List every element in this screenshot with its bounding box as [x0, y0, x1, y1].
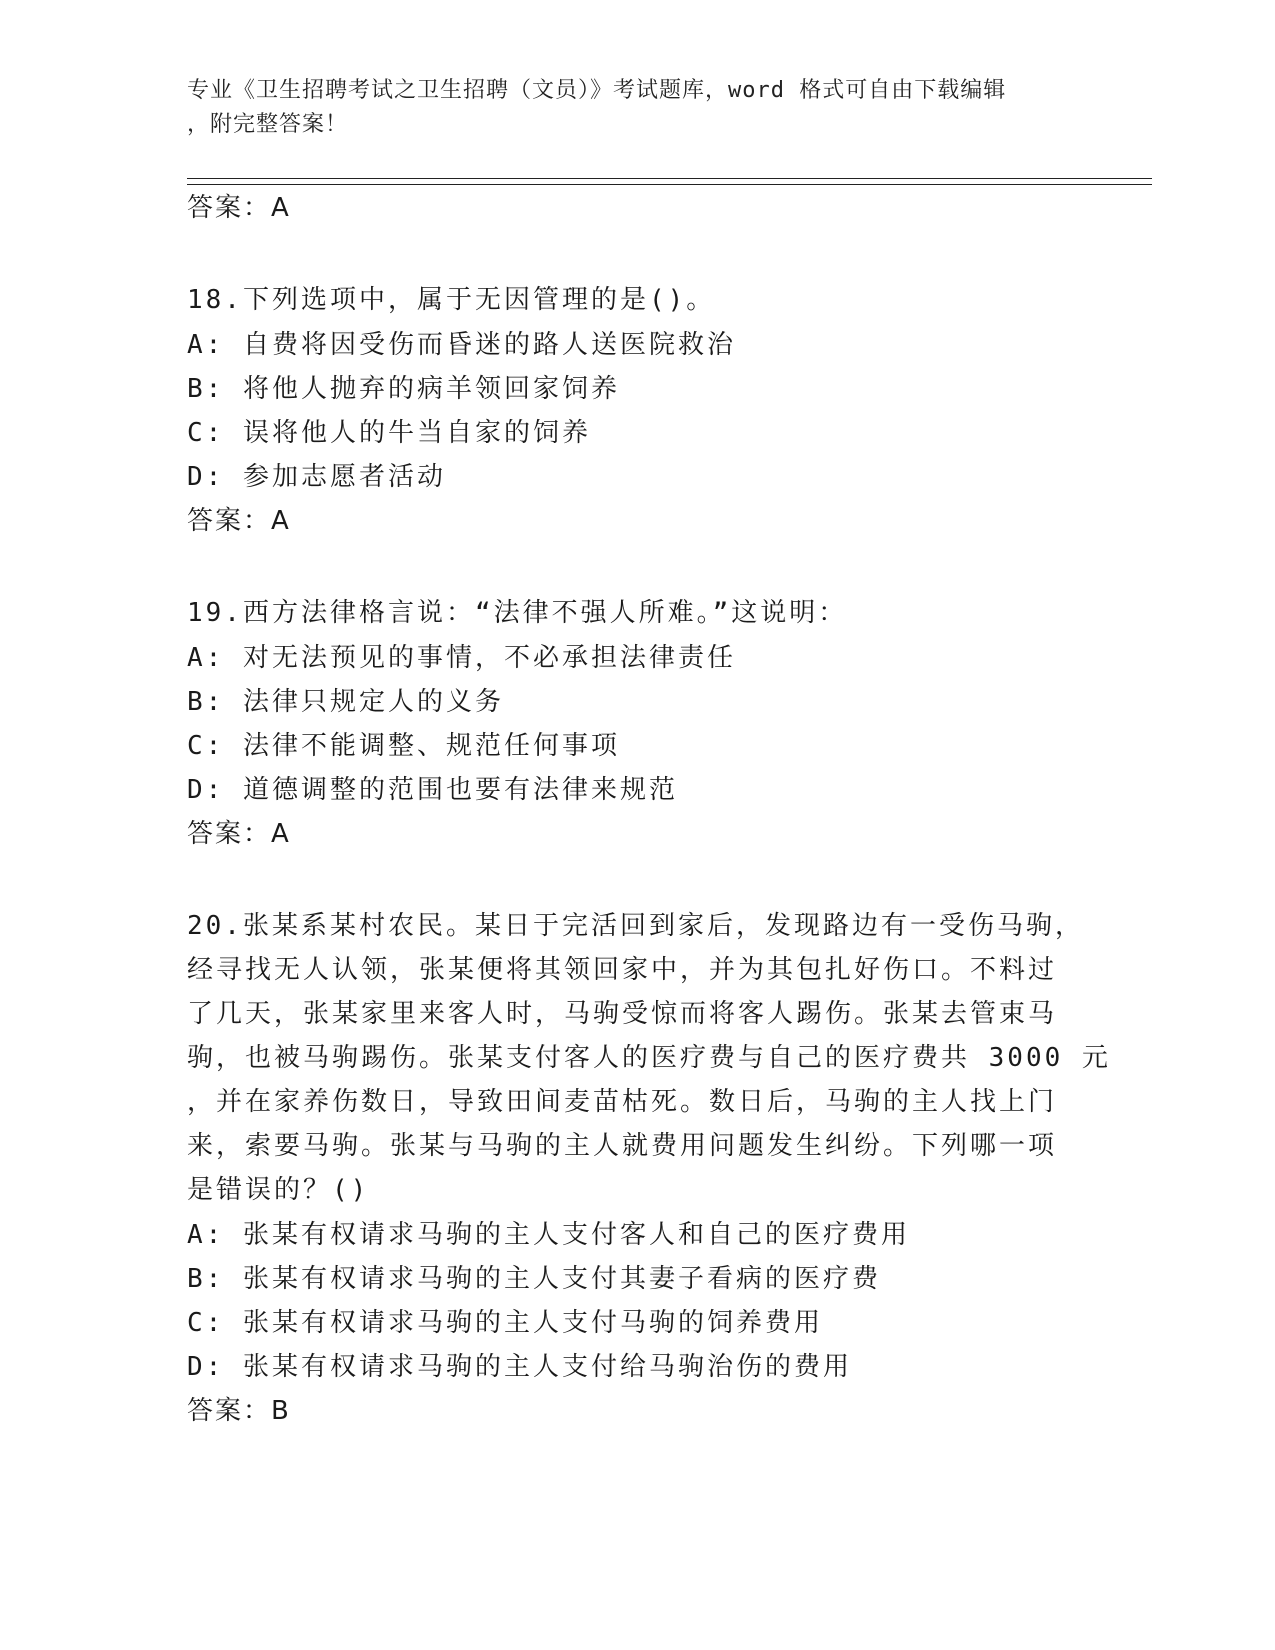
- question-20-option-d: D: 张某有权请求马驹的主人支付给马驹治伤的费用: [187, 1352, 852, 1382]
- question-20-stem-line: 是错误的？(): [187, 1175, 370, 1205]
- question-20-stem-line: 驹，也被马驹踢伤。张某支付客人的医疗费与自己的医疗费共 3000 元: [187, 1043, 1111, 1073]
- question-20-stem-line: 经寻找无人认领，张某便将其领回家中，并为其包扎好伤口。不料过: [187, 955, 1058, 985]
- question-19-option-c: C: 法律不能调整、规范任何事项: [187, 731, 620, 761]
- question-18-stem: 18.下列选项中，属于无因管理的是()。: [187, 285, 716, 315]
- question-18-option-a: A: 自费将因受伤而昏迷的路人送医院救治: [187, 330, 736, 360]
- question-20-option-b: B: 张某有权请求马驹的主人支付其妻子看病的医疗费: [187, 1264, 881, 1294]
- header-divider-top: [187, 178, 1152, 179]
- header-line-1: 专业《卫生招聘考试之卫生招聘（文员）》考试题库，word 格式可自由下载编辑: [187, 78, 1007, 103]
- question-20-stem-line: 了几天，张某家里来客人时，马驹受惊而将客人踢伤。张某去管束马: [187, 999, 1058, 1029]
- header-divider-bottom: [187, 184, 1152, 185]
- question-18-option-d: D: 参加志愿者活动: [187, 462, 446, 492]
- question-20-answer: 答案：B: [187, 1396, 291, 1426]
- question-18-option-b: B: 将他人抛弃的病羊领回家饲养: [187, 374, 620, 404]
- question-19-option-b: B: 法律只规定人的义务: [187, 687, 504, 717]
- question-20-stem-line: 来，索要马驹。张某与马驹的主人就费用问题发生纠纷。下列哪一项: [187, 1131, 1058, 1161]
- question-20-option-a: A: 张某有权请求马驹的主人支付客人和自己的医疗费用: [187, 1220, 910, 1250]
- document-header: [187, 74, 1077, 142]
- question-20-option-c: C: 张某有权请求马驹的主人支付马驹的饲养费用: [187, 1308, 823, 1338]
- question-20-stem-line: ，并在家养伤数日，导致田间麦苗枯死。数日后，马驹的主人找上门: [187, 1087, 1058, 1117]
- question-19-option-d: D: 道德调整的范围也要有法律来规范: [187, 775, 678, 805]
- question-19-stem: 19.西方法律格言说：“法律不强人所难。”这说明：: [187, 598, 848, 628]
- question-19-option-a: A: 对无法预见的事情，不必承担法律责任: [187, 643, 736, 673]
- question-18-answer: 答案：A: [187, 506, 291, 536]
- question-19-answer: 答案：A: [187, 819, 291, 849]
- previous-answer: 答案：A: [187, 193, 291, 223]
- question-20-stem-line: 20.张某系某村农民。某日于完活回到家后，发现路边有一受伤马驹，: [187, 911, 1084, 941]
- question-18-option-c: C: 误将他人的牛当自家的饲养: [187, 418, 591, 448]
- header-line-2: ，附完整答案！: [187, 112, 349, 137]
